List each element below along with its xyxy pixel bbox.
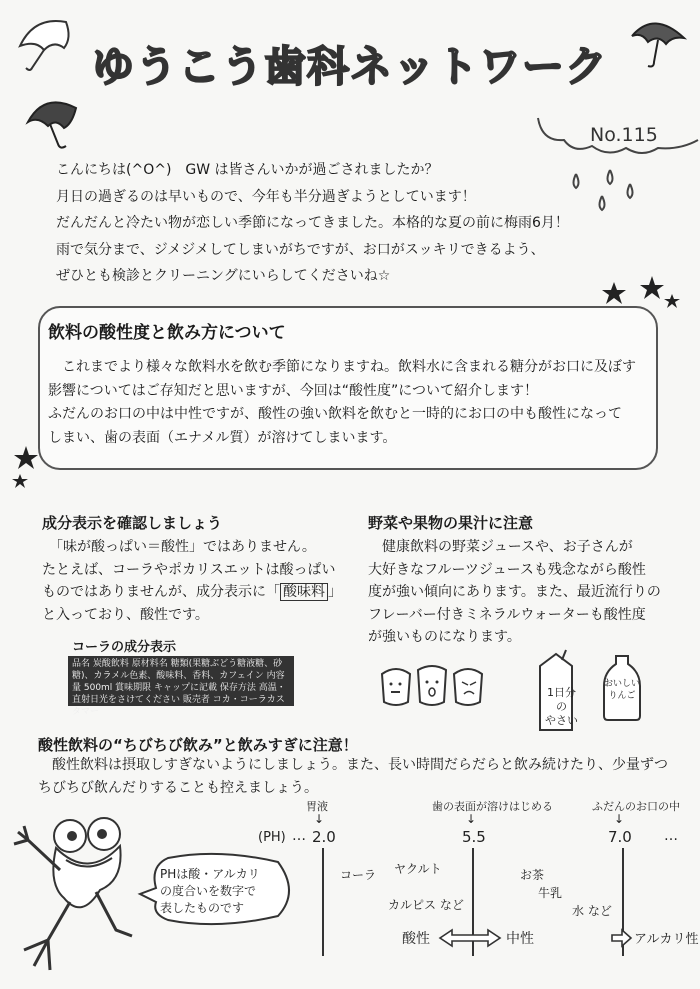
right-section-heading: 野菜や果物の果汁に注意	[368, 514, 534, 532]
right-line: フレーバー付きミネラルウォーターも酸性度	[368, 606, 646, 623]
bottle-line: りんご	[608, 691, 636, 701]
ph-item: 水 など	[572, 904, 612, 918]
right-line: が強いものになります。	[368, 629, 521, 645]
ph-arrow-icon: ↓	[314, 812, 325, 826]
ph-neutral-label: 中性	[506, 931, 534, 947]
left-line-part: 」	[328, 584, 342, 600]
left-section-body	[42, 536, 342, 626]
ph-tick-value: 5.5	[462, 828, 486, 846]
ph-item: お茶	[520, 868, 545, 882]
ph-alkaline-label: アルカリ性	[634, 932, 699, 947]
intro-line: だんだんと冷たい物が恋しい季節になってきました。本格的な夏の前に梅雨6月！	[56, 215, 569, 231]
arrow-right-icon	[610, 928, 632, 948]
feature-title: 飲料の酸性度と飲み方について	[48, 323, 286, 343]
umbrella-icon	[624, 14, 690, 72]
ph-item: カルピス など	[388, 898, 464, 912]
double-arrow-icon	[438, 928, 502, 948]
feature-body	[48, 356, 636, 450]
frog-illustration	[4, 810, 144, 980]
bottle-text	[603, 678, 641, 702]
ph-tick-line	[322, 848, 324, 956]
ingredient-label-caption: コーラの成分表示	[72, 640, 177, 655]
ph-item: 牛乳	[538, 886, 563, 900]
right-section-body	[368, 536, 661, 649]
newsletter-title: ゆうこう歯科ネットワーク	[92, 42, 609, 91]
speech-line: 表したものです	[160, 901, 245, 915]
feature-line: しまい、歯の表面（エナメル質）が溶けてしまいます。	[48, 429, 397, 446]
left-line	[42, 581, 342, 604]
ph-item: ヤクルト	[394, 862, 442, 876]
ph-tick-value: 7.0	[608, 828, 632, 846]
umbrella-icon	[24, 94, 84, 152]
ph-item: コーラ	[340, 868, 377, 882]
left-line-part: ものではありませんが、成分表示に「	[42, 584, 280, 600]
ph-tick-note: 胃液	[306, 800, 328, 813]
intro-line: ぜひとも検診とクリーニングにいらしてくださいね☆	[56, 268, 391, 284]
ph-tick-value: 2.0	[312, 828, 336, 846]
teeth-illustration	[378, 664, 490, 708]
ph-arrow-icon: ↓	[614, 812, 625, 826]
intro-line: 月日の過ぎるのは早いもので、今年も半分過ぎようとしています！	[56, 188, 476, 205]
umbrella-icon	[14, 14, 80, 74]
issue-number: No.115	[590, 124, 658, 146]
bottom-line: ちびちび飲んだりすることも控えましょう。	[38, 779, 318, 796]
ph-dots-right: …	[664, 828, 678, 844]
left-line: たとえば、コーラやポカリスエットは酸っぱい	[42, 561, 336, 578]
bottom-section-heading: 酸性飲料の“ちびちび飲み”と飲みすぎに注意！	[38, 736, 358, 754]
ph-arrow-icon: ↓	[466, 812, 477, 826]
right-line: 健康飲料の野菜ジュースや、お子さんが	[368, 539, 633, 555]
bottom-section-body	[38, 754, 668, 799]
ph-tick-note: 歯の表面が溶けはじめる	[432, 800, 553, 813]
carton-line: やさい	[545, 714, 578, 727]
feature-line: ふだんのお口の中は中性ですが、酸性の強い飲料を飲むと一時的にお口の中も酸性になって	[48, 406, 622, 422]
bottle-line: おいしい	[603, 679, 640, 689]
ph-acid-label: 酸性	[402, 931, 430, 947]
left-line: 「味が酸っぱい＝酸性」ではありません。	[42, 539, 316, 555]
feature-line: 影響についてはご存知だと思いますが、今回は“酸性度”について紹介します！	[48, 382, 538, 399]
right-line: 大好きなフルーツジュースも残念ながら酸性	[368, 561, 646, 578]
intro-text	[56, 157, 569, 290]
speech-line: の度合いを数字で	[160, 884, 257, 898]
carton-line: の	[556, 700, 567, 713]
carton-line: 1日分	[547, 686, 576, 699]
ph-tick-note: ふだんのお口の中	[592, 800, 680, 813]
feature-line: これまでより様々な飲料水を飲む季節になりますね。飲料水に含まれる糖分がお口に及ぼす	[48, 359, 636, 375]
ph-dots-left: …	[292, 828, 306, 844]
bottom-line: 酸性飲料は摂取しすぎないようにしましょう。また、長い時間だらだらと飲み続けたり、少量ずつ	[38, 757, 668, 773]
carton-text	[545, 686, 578, 728]
speech-line: PHは酸・アルカリ	[160, 867, 260, 881]
intro-line: 雨で気分まで、ジメジメしてしまいがちですが、お口がスッキリできるよう、	[56, 241, 545, 258]
left-line: と入っており、酸性です。	[42, 606, 209, 623]
ingredient-label-image: 品名 炭酸飲料 原材料名 糖類(果糖ぶどう糖液糖、砂糖)、カラメル色素、酸味料、香料、カフェイン 内容量 500ml 賞味期限 キャップに記載 保存方法 高温・直射日光をさけてください 販売者 コカ・コーラカスタマー	[68, 656, 294, 706]
right-line: 度が強い傾向にあります。また、最近流行りの	[368, 584, 661, 600]
left-section-heading: 成分表示を確認しましょう	[42, 514, 223, 532]
intro-line: こんにちは(^O^) GW は皆さんいかが過ごされましたか？	[56, 162, 439, 178]
speech-text	[160, 866, 260, 917]
highlight-acidulant: 酸味料	[280, 583, 328, 601]
ph-axis-label: (PH)	[258, 830, 286, 845]
